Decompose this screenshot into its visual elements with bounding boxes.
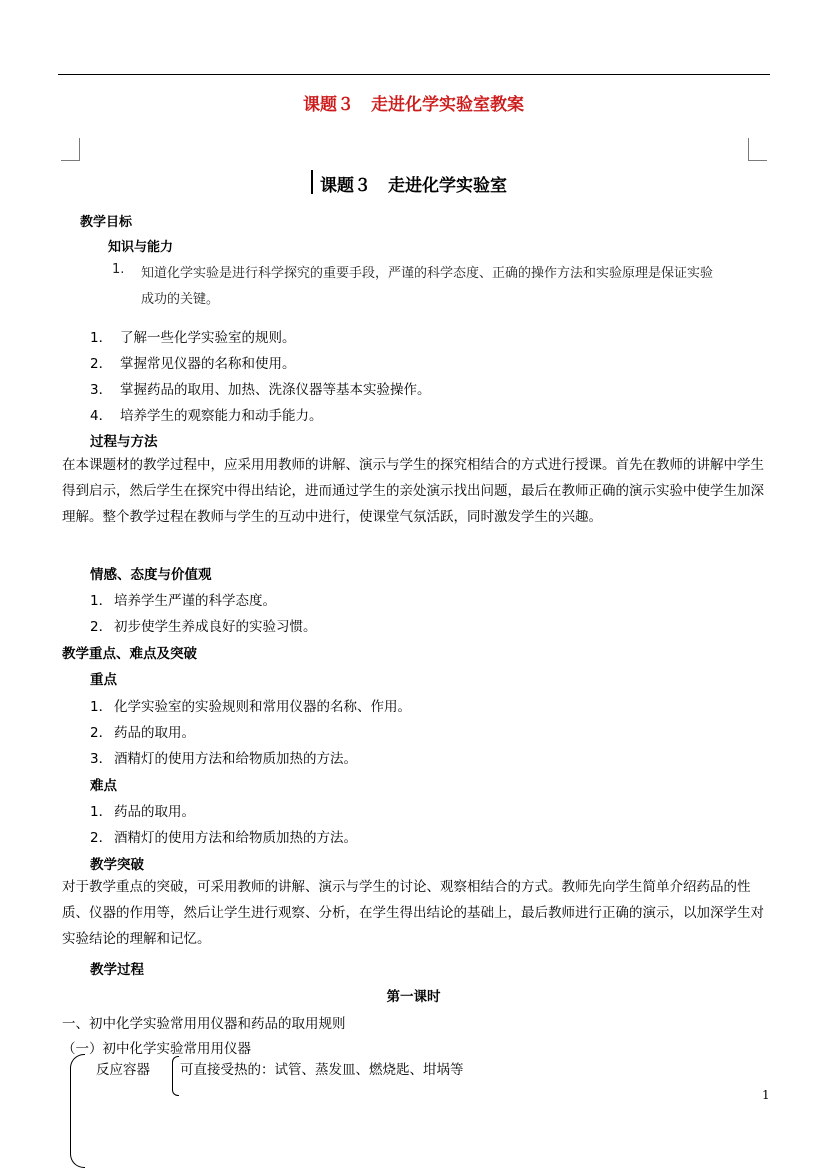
list-item: 1． 化学实验室的实验规则和常用仪器的名称、作用。 [90, 699, 411, 715]
lesson-heading: 第一课时 [386, 989, 441, 1005]
breakthrough-heading: 教学突破 [90, 857, 144, 873]
page-corner-mark-right [748, 138, 767, 161]
teaching-process-heading: 教学过程 [90, 962, 144, 978]
direct-heat-line: 可直接受热的：试管、蒸发皿、燃烧匙、坩埚等 [180, 1062, 464, 1078]
intro-line-2: 成功的关键。 [141, 292, 220, 307]
key-points-heading: 教学重点、难点及突破 [62, 646, 197, 662]
inner-brace [172, 1056, 179, 1096]
list-item: 3． 掌握药品的取用、加热、洗涤仪器等基本实验操作。 [90, 382, 431, 398]
knowledge-heading: 知识与能力 [108, 240, 174, 255]
list-item: 2． 初步使学生养成良好的实验习惯。 [90, 619, 317, 635]
list-item: 3． 酒精灯的使用方法和给物质加热的方法。 [90, 751, 357, 767]
list-item: 1． 药品的取用。 [90, 804, 195, 820]
section-heading: 一、初中化学实验常用用仪器和药品的取用规则 [62, 1016, 346, 1032]
breakthrough-paragraph: 对于教学重点的突破，可采用教师的讲解、演示与学生的讨论、观察相结合的方式。教师先向学生简单介绍药品的性质、仪器的作用等，然后让学生进行观察、分析，在学生得出结论的基础上，最后教师进行正确的演示，以加深学生对实验结论的理解和记忆。 [62, 879, 764, 947]
subsection-heading: （一）初中化学实验常用用仪器 [62, 1041, 251, 1057]
focus-heading: 重点 [90, 672, 117, 688]
header-title: 课题３ 走进化学实验室教案 [303, 95, 524, 115]
process-method-heading: 过程与方法 [90, 434, 158, 450]
page-number: 1 [762, 1088, 770, 1102]
list-item: 2． 酒精灯的使用方法和给物质加热的方法。 [90, 830, 357, 846]
intro-line-1: 知道化学实验是进行科学探究的重要手段，严谨的科学态度、正确的操作方法和实验原理是保证实验 [141, 266, 714, 281]
header-rule [58, 74, 770, 75]
document-title: 课题３ 走进化学实验室 [320, 176, 507, 196]
page-corner-mark-left [61, 138, 80, 161]
list-item: 1． 了解一些化学实验室的规则。 [90, 330, 296, 346]
list-item: 2． 药品的取用。 [90, 725, 195, 741]
list-item: 1． 培养学生严谨的科学态度。 [90, 593, 276, 609]
intro-number: 1. [112, 262, 125, 277]
reaction-container-label: 反应容器 [96, 1062, 150, 1078]
list-item: 4． 培养学生的观察能力和动手能力。 [90, 408, 323, 424]
difficult-heading: 难点 [90, 778, 117, 794]
list-item: 2． 掌握常见仪器的名称和使用。 [90, 356, 296, 372]
process-method-paragraph: 在本课题材的教学过程中，应采用用教师的讲解、演示与学生的探究相结合的方式进行授课。首先在教师的讲解中学生得到启示，然后学生在探究中得出结论，进而通过学生的亲处演示找出问题，最后在教师正确的演示实验中使学生加深理解。整个教学过程在教师与学生的互动中进行，使课堂气氛活跃，同时激发学生的兴趣。 [62, 457, 764, 525]
attitude-heading: 情感、态度与价值观 [90, 567, 212, 583]
outer-brace [70, 1054, 85, 1168]
teaching-goals-heading: 教学目标 [80, 215, 133, 230]
